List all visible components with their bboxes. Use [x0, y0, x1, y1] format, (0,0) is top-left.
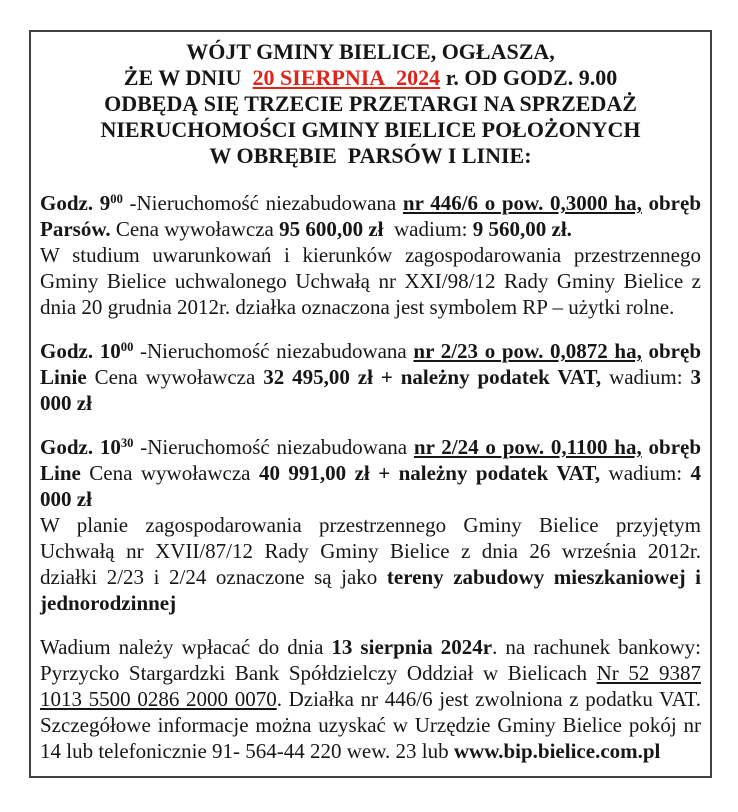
text-run: Wadium należy wpłacać do dnia: [40, 635, 332, 659]
auction-item-1: [40, 190, 701, 320]
announcement-frame: [29, 30, 712, 778]
announcement-title: [40, 39, 701, 169]
text-run: [642, 339, 649, 363]
title-line-5: [40, 143, 701, 169]
text-run: WÓJT GMINY BIELICE, OGŁASZA,: [186, 39, 555, 64]
text-run: Cena wywoławcza: [110, 217, 280, 241]
title-line-2: [40, 65, 701, 91]
text-run: 00: [110, 192, 123, 206]
auction-item-2: [40, 338, 701, 416]
text-run: obręb Line: [40, 435, 702, 485]
text-run: NIERUCHOMOŚCI GMINY BIELICE POŁOŻONYCH: [100, 117, 641, 142]
text-run: -Nieruchomość niezabudowana: [122, 191, 403, 215]
text-run: -Nieruchomość niezabudowana: [133, 339, 414, 363]
payment-info: [40, 634, 701, 764]
text-run: Godz. 10: [40, 339, 121, 363]
text-run: 00: [120, 340, 134, 354]
deposit-1: 9 560,00 zł.: [472, 217, 572, 241]
starting-price-3: 40 991,00 zł + należny podatek VAT,: [258, 461, 601, 485]
title-line-4: [40, 117, 701, 143]
starting-price-1: 95 600,00 zł: [279, 217, 384, 241]
text-run: W OBRĘBIE PARSÓW I LINIE:: [209, 143, 532, 168]
website-url: www.bip.bielice.com.pl: [453, 739, 661, 763]
text-run: obręb Parsów.: [40, 191, 701, 241]
bank-account-number: Nr 52 9387 1013 5500 0286 2000 0070: [40, 661, 701, 711]
starting-price-2: 32 495,00 zł + należny podatek VAT,: [263, 365, 602, 389]
auction-item-3: [40, 434, 701, 616]
text-run: ŻE W DNIU: [123, 65, 253, 90]
text-run: [642, 435, 649, 459]
text-run: Cena wywoławcza: [80, 461, 259, 485]
text-run: wadium:: [383, 217, 473, 241]
text-run: W studium uwarunkowań i kierunków zagospodarowania przestrzennego Gminy Bielice uchwalonego Uchwałą nr XXI/98/12 Rady Gminy Bielice z dnia 20 grudnia 2012r. działka oznaczona jest symbolem RP – użytki rolne.: [40, 243, 701, 319]
text-run: Godz. 10: [40, 435, 121, 459]
text-run: obręb Linie: [40, 339, 701, 389]
text-run: wadium:: [600, 461, 691, 485]
text-run: tereny zabudowy mieszkaniowej i jednorodzinnej: [40, 565, 701, 615]
title-line-3: [40, 91, 701, 117]
plot-number-2: nr 2/23 o pow. 0,0872 ha,: [413, 339, 642, 363]
text-run: -Nieruchomość niezabudowana: [133, 435, 414, 459]
deposit-3: 4 000 zł: [40, 461, 701, 511]
text-run: r. OD GODZ. 9.00: [440, 65, 618, 90]
title-line-1: [40, 39, 701, 65]
text-run: W planie zagospodarowania przestrzennego Gminy Bielice przyjętym Uchwałą nr XVII/87/12 Rady Gminy Bielice z dnia 26 września 2012r. działki 2/23 i 2/24 oznaczone są jako: [40, 513, 701, 589]
plot-number-3: nr 2/24 o pow. 0,1100 ha,: [413, 435, 642, 459]
text-run: [642, 191, 649, 215]
text-run: ODBĘDĄ SIĘ TRZECIE PRZETARGI NA SPRZEDAŻ: [104, 91, 637, 116]
text-run: wadium:: [601, 365, 691, 389]
deposit-deadline: 13 sierpnia 2024r: [331, 635, 493, 659]
text-run: . Działka nr 446/6 jest zwolniona z podatku VAT. Szczegółowe informacje można uzyskać w Urzędzie Gminy Bielice pokój nr 14 lub telefonicznie 91- 564-44 220 wew. 23 lub: [40, 687, 701, 763]
announcement-body: [40, 190, 701, 764]
text-run: 30: [120, 436, 134, 450]
text-run: Cena wywoławcza: [86, 365, 264, 389]
text-run: . na rachunek bankowy: Pyrzycko Stargardzki Bank Spółdzielczy Oddział w Bielicach: [40, 635, 701, 685]
deposit-2: 3 000 zł: [40, 365, 701, 415]
plot-number-1: nr 446/6 o pow. 0,3000 ha,: [402, 191, 642, 215]
text-run: Godz. 9: [40, 191, 111, 215]
auction-date: 20 SIERPNIA 2024: [252, 65, 441, 90]
